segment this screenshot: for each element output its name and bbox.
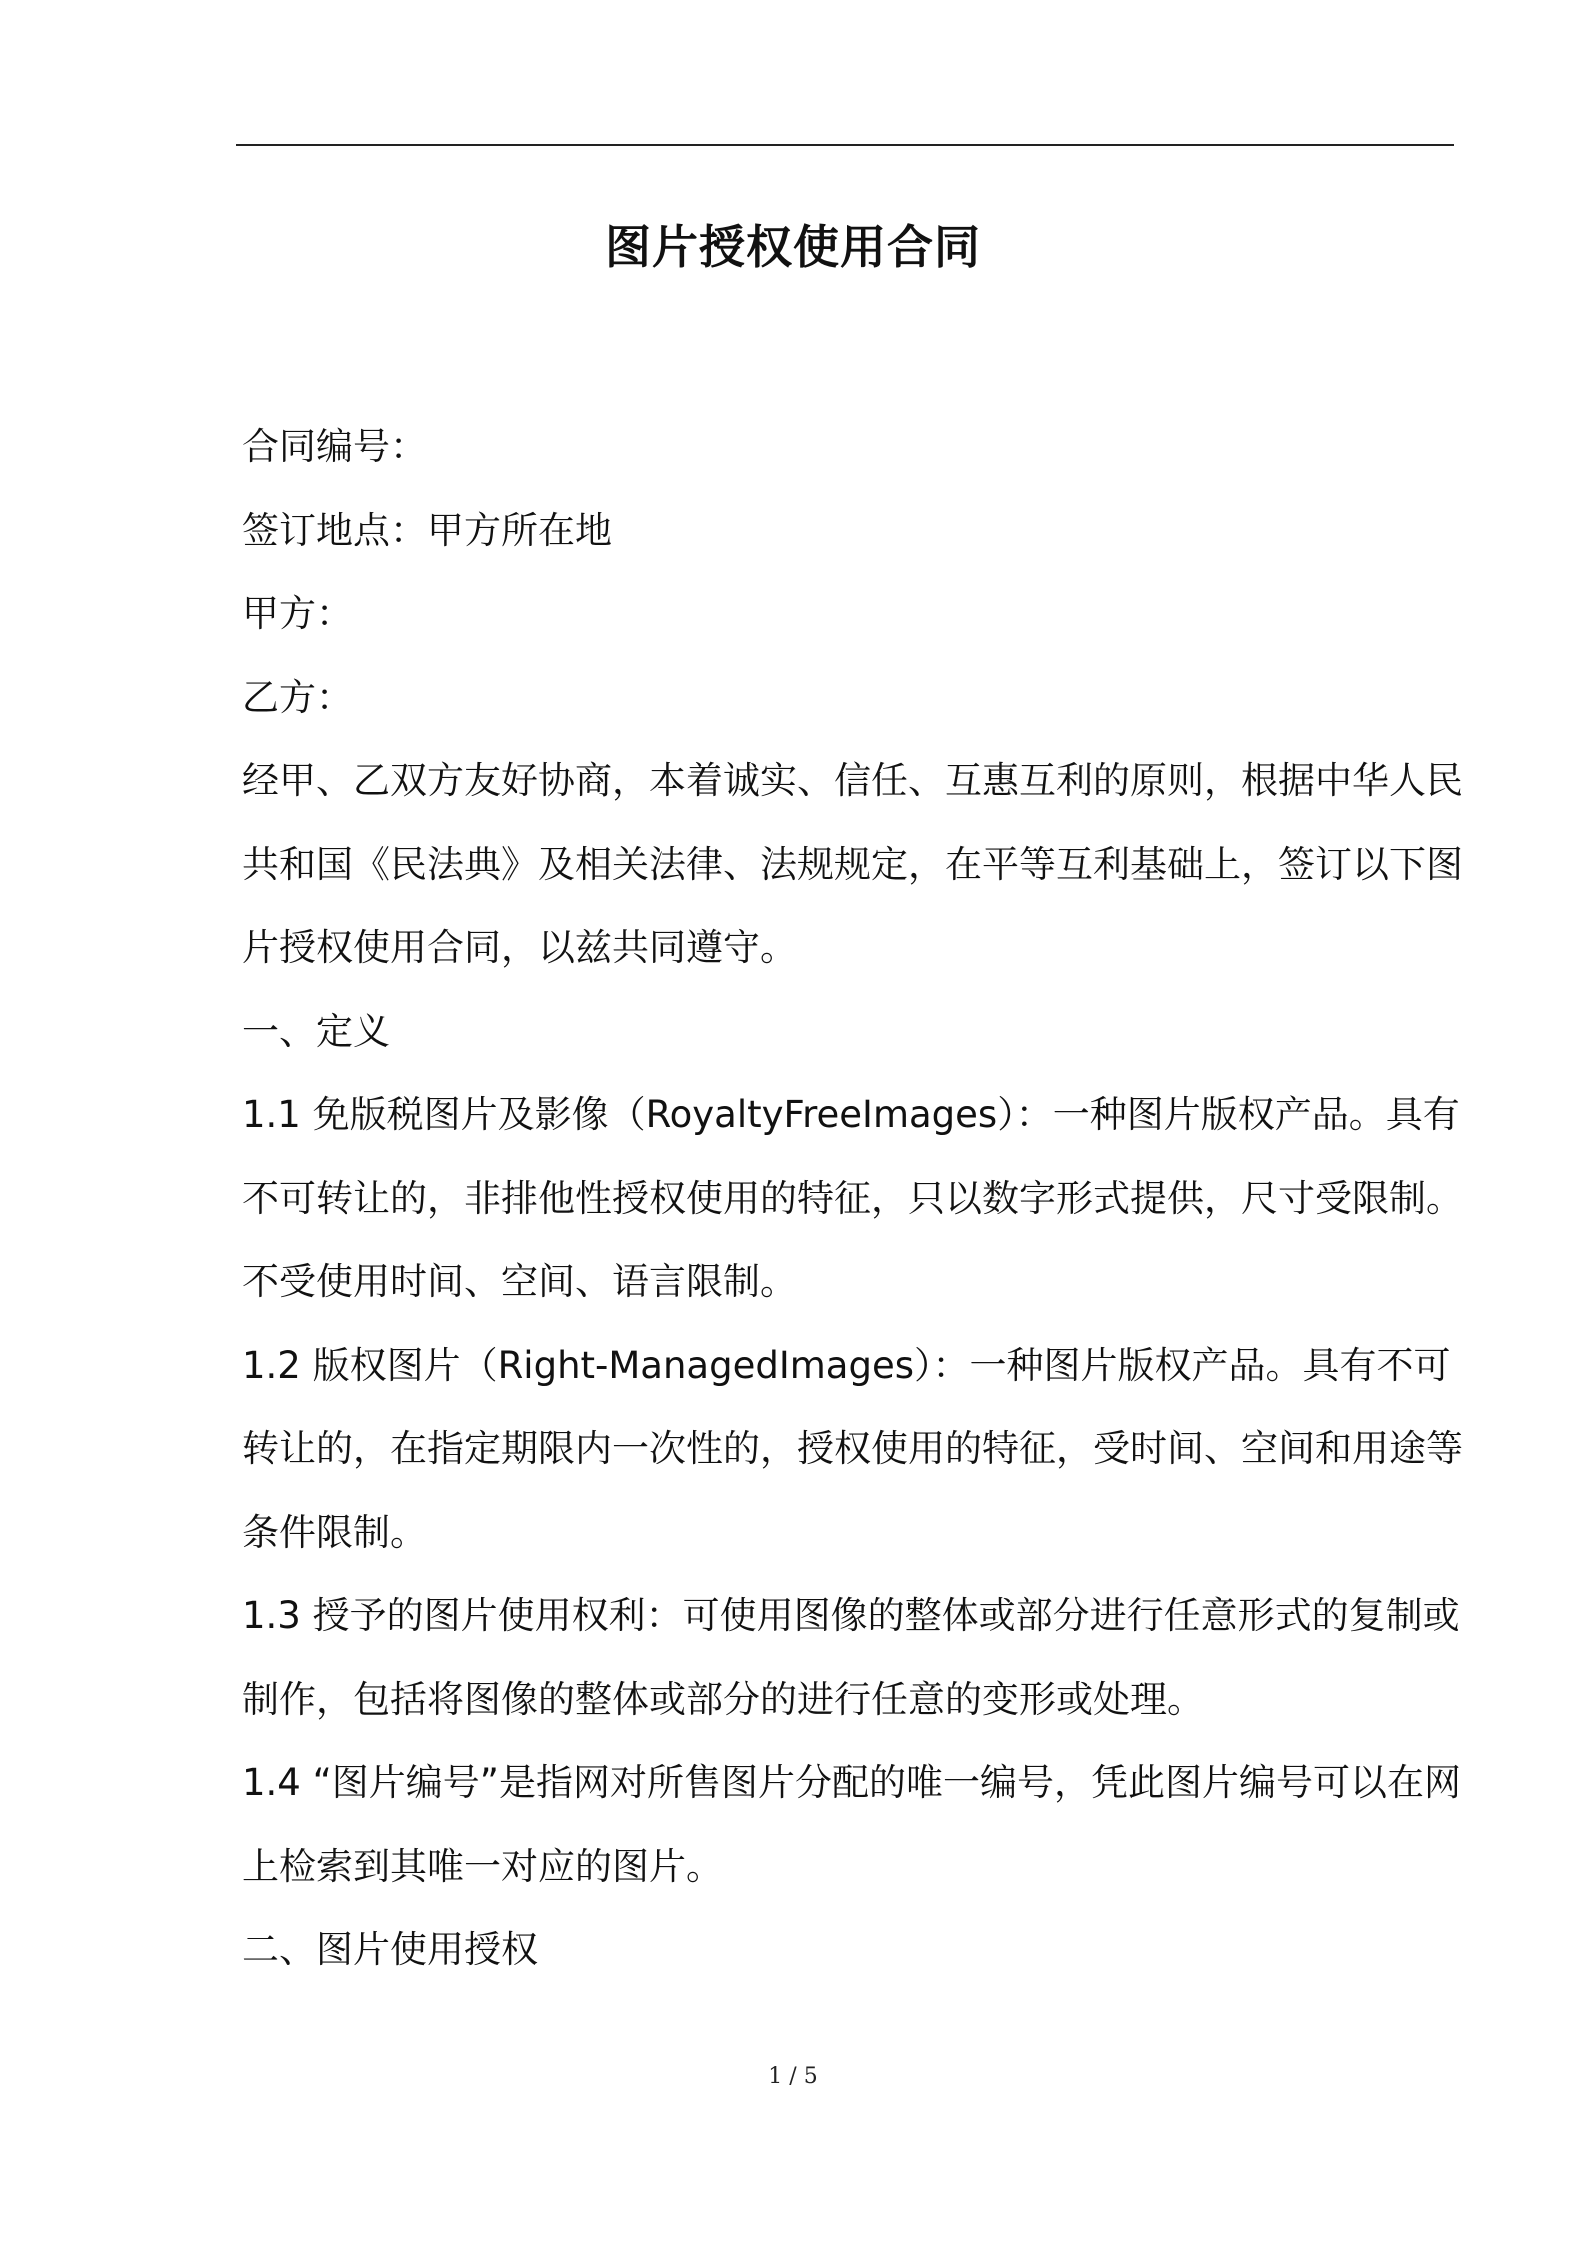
definition-1-3: 1.3 授予的图片使用权利：可使用图像的整体或部分进行任意形式的复制或制作，包括将图像的整体或部分的进行任意的变形或处理。 bbox=[242, 1594, 1460, 1721]
page-number: 1 / 5 bbox=[768, 2064, 818, 2089]
section-1-heading: 一、定义 bbox=[242, 1009, 390, 1053]
party-a-field: 甲方： bbox=[242, 592, 353, 635]
definition-1-2: 1.2 版权图片（Right-ManagedImages）：一种图片版权产品。具有不可转让的，在指定期限内一次性的，授权使用的特征，受时间、空间和用途等条件限制。 bbox=[242, 1343, 1463, 1554]
contract-number-field: 合同编号： bbox=[242, 425, 427, 468]
document-body bbox=[242, 405, 1472, 1992]
preamble-paragraph: 经甲、乙双方友好协商，本着诚实、信任、互惠互利的原则，根据中华人民共和国《民法典》及相关法律、法规规定，在平等互利基础上，签订以下图片授权使用合同，以兹共同遵守。 bbox=[242, 759, 1463, 969]
definition-1-4: 1.4 “图片编号”是指网对所售图片分配的唯一编号，凭此图片编号可以在网上检索到其唯一对应的图片。 bbox=[242, 1761, 1461, 1888]
document-title: 图片授权使用合同 bbox=[605, 220, 981, 274]
definition-1-1: 1.1 免版税图片及影像（RoyaltyFreeImages）：一种图片版权产品。具有不可转让的，非排他性授权使用的特征，只以数字形式提供，尺寸受限制。不受使用时间、空间、语言限制。 bbox=[242, 1093, 1463, 1303]
party-b-field: 乙方： bbox=[242, 675, 353, 719]
section-2-heading: 二、图片使用授权 bbox=[242, 1928, 538, 1971]
header-rule bbox=[236, 144, 1454, 146]
signing-place-field: 签订地点：甲方所在地 bbox=[242, 508, 612, 552]
